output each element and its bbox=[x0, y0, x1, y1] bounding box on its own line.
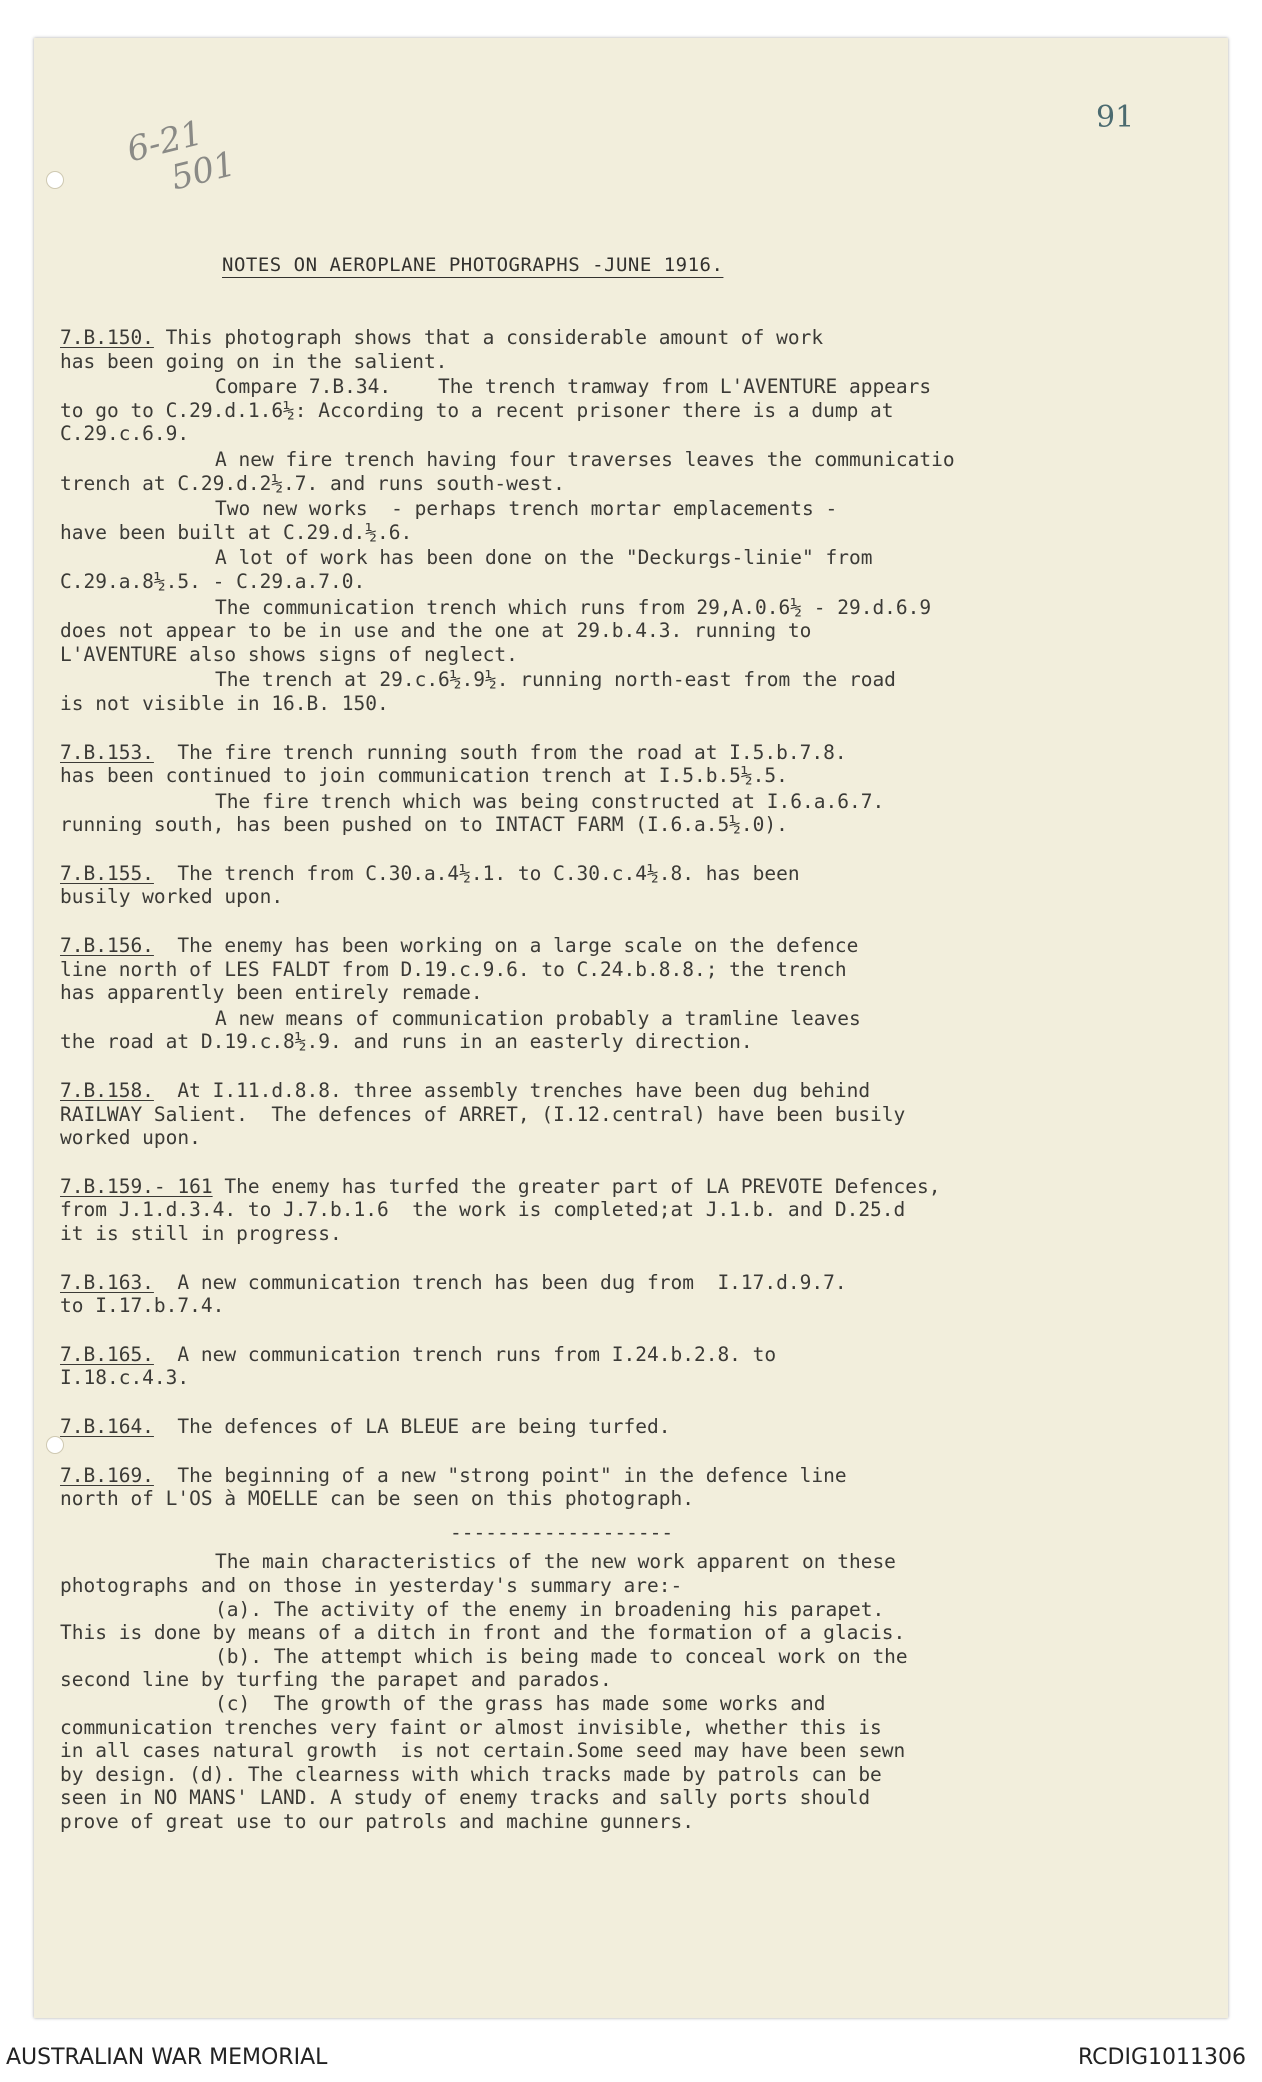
entry-text: The beginning of a new "strong point" in the defence line north of L'OS à MOELLE can be seen on this photograph. bbox=[60, 1463, 847, 1511]
entry-sub-paragraph: The communication trench which runs from 29,A.0.6½ - 29.d.6.9 does not appear to be in use and the one at 29.b.4.3. running to L'AVENTURE also shows signs of neglect. bbox=[60, 595, 932, 666]
entry-ref: 7.B.163. bbox=[60, 1270, 154, 1294]
entry-text: A new communication trench has been dug from I.17.d.9.7. to I.17.b.7.4. bbox=[60, 1270, 847, 1318]
entry-7b158 bbox=[60, 1079, 1190, 1150]
entry-ref: 7.B.165. bbox=[60, 1342, 154, 1366]
entry-7b164 bbox=[60, 1415, 1190, 1439]
entry-7b153 bbox=[60, 741, 1190, 837]
entry-ref: 7.B.169. bbox=[60, 1463, 154, 1487]
entry-ref: 7.B.155. bbox=[60, 861, 154, 885]
entry-ref: 7.B.153. bbox=[60, 740, 154, 764]
page-title: NOTES ON AEROPLANE PHOTOGRAPHS -JUNE 1916. bbox=[222, 254, 724, 276]
entry-7b169 bbox=[60, 1464, 1190, 1511]
entry-7b165 bbox=[60, 1343, 1190, 1390]
summary-paragraph: (a). The activity of the enemy in broadening his parapet. This is done by means of a ditch in front and the formation of a glacis. bbox=[60, 1597, 906, 1645]
summary-paragraph: The main characteristics of the new work apparent on these photographs and on those in yesterday's summary are:- bbox=[60, 1550, 896, 1597]
entry-ref: 7.B.156. bbox=[60, 934, 154, 958]
entry-text: The trench from C.30.a.4½.1. to C.30.c.4½.8. has been busily worked upon. bbox=[60, 861, 800, 909]
entry-sub-paragraph: Two new works - perhaps trench mortar emplacements - have been built at C.29.d.½.6. bbox=[60, 497, 838, 544]
section-separator: ------------------- bbox=[450, 1520, 674, 1544]
entry-ref: 7.B.150. bbox=[60, 326, 154, 349]
summary-section bbox=[60, 1550, 1190, 1833]
entry-7b163 bbox=[60, 1271, 1190, 1318]
file-ref-line1: 6-21 bbox=[122, 113, 207, 171]
entry-sub-paragraph: A lot of work has been done on the "Deckurgs-linie" from C.29.a.8½.5. - C.29.a.7.0. bbox=[60, 546, 873, 593]
archive-id: RCDIG1011306 bbox=[1077, 2045, 1246, 2070]
entry-ref: 7.B.164. bbox=[60, 1414, 154, 1438]
file-ref-line2: 501 bbox=[167, 143, 240, 199]
archive-credit: AUSTRALIAN WAR MEMORIAL bbox=[6, 2045, 328, 2070]
entry-7b155 bbox=[60, 862, 1190, 909]
entry-text: The defences of LA BLEUE are being turfed. bbox=[153, 1414, 671, 1438]
entry-text: This photograph shows that a considerable amount of work has been going on in the salient. bbox=[60, 326, 824, 373]
summary-paragraph: (b). The attempt which is being made to conceal work on the second line by turfing the parapet and parados. bbox=[60, 1644, 908, 1692]
entry-text: The fire trench running south from the road at I.5.b.7.8. has been continued to join communication trench at I.5.b.5½.5. bbox=[60, 740, 847, 788]
entry-ref: 7.B.158. bbox=[60, 1079, 154, 1103]
entry-text: The enemy has turfed the greater part of LA PREVOTE Defences, from J.1.d.3.4. to J.7.b.1.6 the work is completed;at J.1.b. and D.25.d it is still in progress. bbox=[60, 1174, 941, 1245]
entry-7b159-161 bbox=[60, 1175, 1190, 1246]
entry-text: A new communication trench runs from I.24.b.2.8. to I.18.c.4.3. bbox=[60, 1342, 777, 1390]
entry-7b156 bbox=[60, 934, 1190, 1054]
entry-sub-paragraph: A new fire trench having four traverses leaves the communicatio trench at C.29.d.2½.7. and runs south-west. bbox=[60, 447, 955, 495]
summary-paragraph: (c) The growth of the grass has made some works and communication trenches very faint or almost invisible, whether this is in all cases natural growth is not certain.Some seed may have been sewn by design. (d). The clearness with which tracks made by patrols can be seen in NO MANS' LAND. A study of enemy tracks and sally ports should prove of great use to our patrols and machine gunners. bbox=[60, 1691, 906, 1833]
entry-text: The enemy has been working on a large scale on the defence line north of LES FALDT from D.19.c.9.6. to C.24.b.8.8.; the trench has apparently been entirely remade. bbox=[60, 934, 859, 1005]
entry-ref: 7.B.159.- 161 bbox=[60, 1174, 213, 1198]
document-body bbox=[60, 326, 1190, 1833]
page-number: 91 bbox=[1096, 100, 1135, 135]
entry-sub-paragraph: A new means of communication probably a tramline leaves the road at D.19.c.8½.9. and runs in an easterly direction. bbox=[60, 1006, 861, 1054]
entry-7b150 bbox=[60, 326, 1190, 716]
entry-sub-paragraph: The trench at 29.c.6½.9½. running north-east from the road is not visible in 16.B. 150. bbox=[60, 668, 896, 715]
entry-sub-paragraph: Compare 7.B.34. The trench tramway from L'AVENTURE appears to go to C.29.d.1.6½: According to a recent prisoner there is a dump at C.29.c.6.9. bbox=[60, 375, 932, 446]
punch-hole-1 bbox=[46, 171, 64, 189]
entry-sub-paragraph: The fire trench which was being constructed at I.6.a.6.7. running south, has been pushed on to INTACT FARM (I.6.a.5½.0). bbox=[60, 789, 885, 837]
entry-text: At I.11.d.8.8. three assembly trenches have been dug behind RAILWAY Salient. The defences of ARRET, (I.12.central) have been busily worked upon. bbox=[60, 1079, 906, 1150]
